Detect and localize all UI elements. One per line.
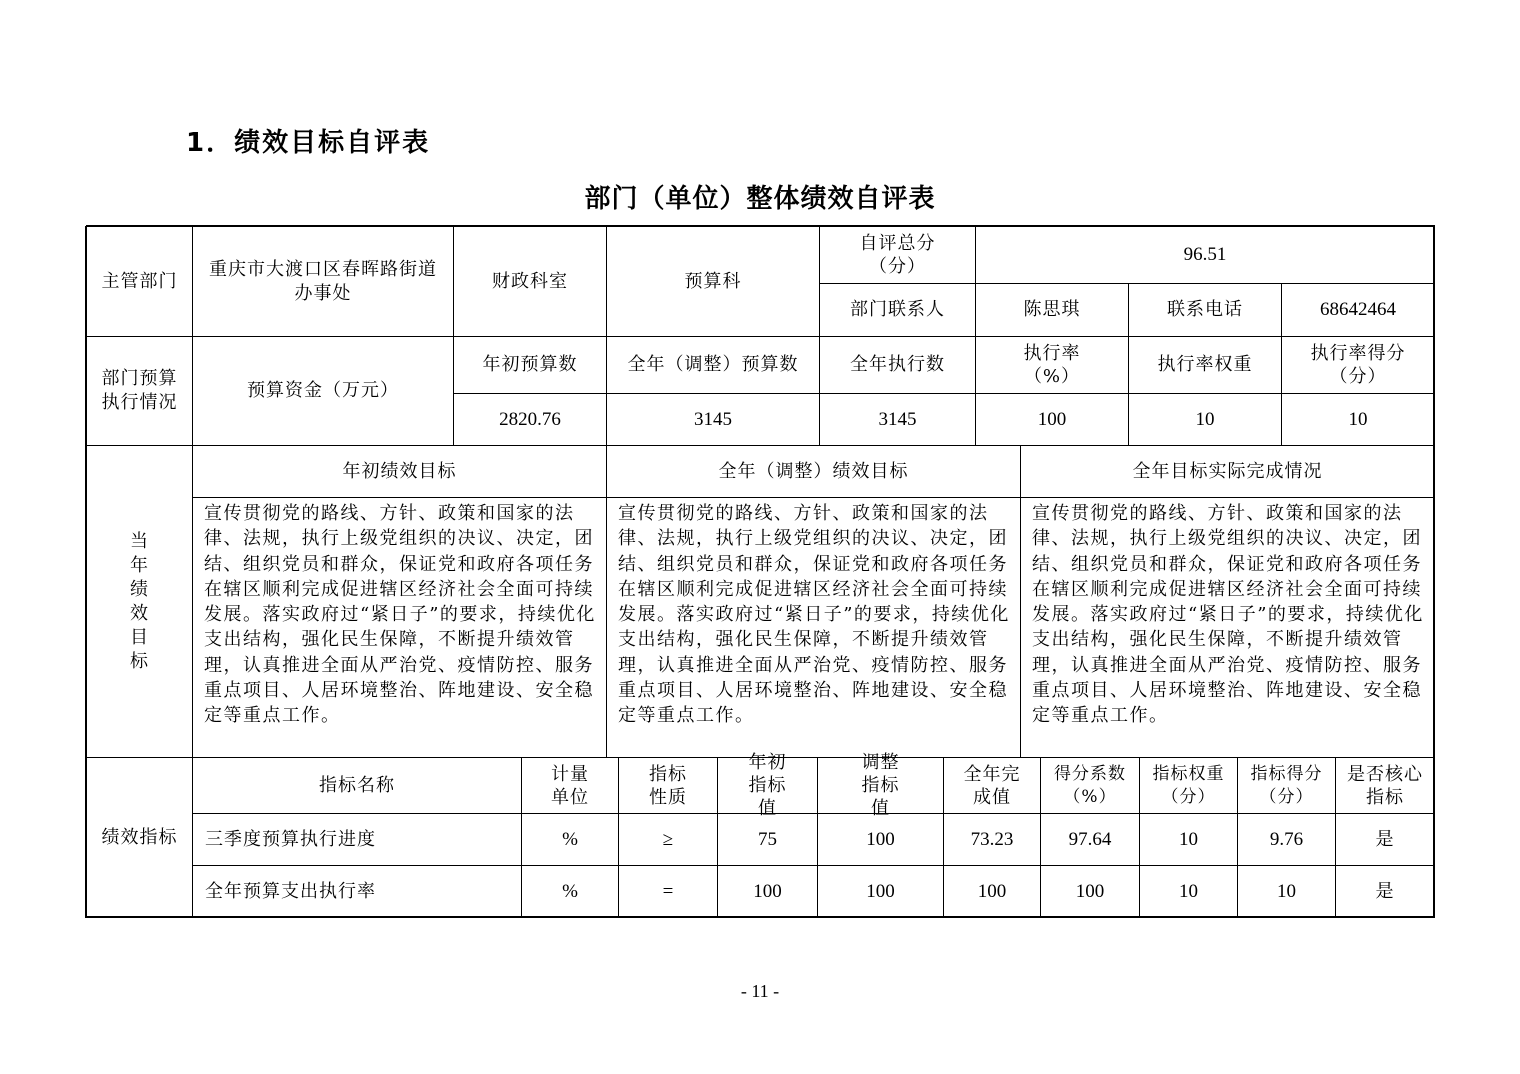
indicator-cell: 100: [817, 865, 943, 917]
office-budget: 预算科: [606, 226, 819, 336]
indicator-header: 调整指标值: [817, 757, 943, 813]
indicator-cell: 10: [1237, 865, 1335, 917]
indicator-cell: 73.23: [943, 813, 1040, 865]
budget-value: 100: [975, 393, 1128, 445]
indicator-cell: 100: [943, 865, 1040, 917]
goals-text-actual: 宣传贯彻党的路线、方针、政策和国家的法律、法规，执行上级党组织的决议、决定，团结、组织党员和群众，保证党和政府各项任务在辖区顺利完成促进辖区经济社会全面可持续发展。落实政府过“紧日子”的要求，持续优化支出结构，强化民生保障，不断提升绩效管理，认真推进全面从严治党、疫情防控、服务重点项目、人居环境整治、阵地建设、安全稳定等重点工作。: [1020, 497, 1434, 757]
budget-header: 执行率（%）: [975, 336, 1128, 393]
contact-label: 部门联系人: [819, 283, 975, 336]
indicator-header: 指标得分（分）: [1237, 757, 1335, 813]
self-score-value: 96.51: [975, 226, 1434, 283]
phone-value: 68642464: [1281, 283, 1434, 336]
indicator-header: 指标权重（分）: [1139, 757, 1237, 813]
indicator-cell: 100: [717, 865, 817, 917]
budget-header: 全年（调整）预算数: [606, 336, 819, 393]
indicator-header: 是否核心指标: [1335, 757, 1434, 813]
table-border-bottom: [86, 916, 1435, 918]
indicator-cell: %: [521, 865, 618, 917]
indicator-cell: 9.76: [1237, 813, 1335, 865]
indicator-header: 全年完成值: [943, 757, 1040, 813]
budget-header: 全年执行数: [819, 336, 975, 393]
budget-header: 执行率权重: [1128, 336, 1281, 393]
indicator-cell: =: [618, 865, 717, 917]
goals-header: 全年（调整）绩效目标: [606, 445, 1020, 497]
indicator-header: 得分系数（%）: [1040, 757, 1139, 813]
indicator-cell: %: [521, 813, 618, 865]
indicator-cell: 97.64: [1040, 813, 1139, 865]
indicator-cell: 10: [1139, 865, 1237, 917]
budget-value: 2820.76: [453, 393, 606, 445]
indicator-cell: 是: [1335, 813, 1434, 865]
indicator-cell: ≥: [618, 813, 717, 865]
indicator-cell: 100: [817, 813, 943, 865]
indicator-header: 计量单位: [521, 757, 618, 813]
indicator-cell: 75: [717, 813, 817, 865]
indicator-name: 三季度预算执行进度: [192, 813, 521, 865]
self-score-label: 自评总分（分）: [819, 226, 975, 283]
indicator-header: 指标名称: [192, 757, 521, 813]
section-heading: 1．绩效目标自评表: [186, 128, 431, 158]
goals-text-adjusted: 宣传贯彻党的路线、方针、政策和国家的法律、法规，执行上级党组织的决议、决定，团结、组织党员和群众，保证党和政府各项任务在辖区顺利完成促进辖区经济社会全面可持续发展。落实政府过“紧日子”的要求，持续优化支出结构，强化民生保障，不断提升绩效管理，认真推进全面从严治党、疫情防控、服务重点项目、人居环境整治、阵地建设、安全稳定等重点工作。: [606, 497, 1020, 757]
budget-value: 10: [1281, 393, 1434, 445]
office-finance: 财政科室: [453, 226, 606, 336]
indicator-cell: 是: [1335, 865, 1434, 917]
indicator-cell: 10: [1139, 813, 1237, 865]
budget-header: 年初预算数: [453, 336, 606, 393]
budget-value: 10: [1128, 393, 1281, 445]
table-title: 部门（单位）整体绩效自评表: [584, 184, 936, 214]
indicator-header: 年初指标值: [717, 757, 817, 813]
dept-label: 主管部门: [86, 226, 192, 336]
page-number: - 11 -: [740, 981, 780, 1001]
indicator-cell: 100: [1040, 865, 1139, 917]
budget-value: 3145: [606, 393, 819, 445]
indicator-header: 指标性质: [618, 757, 717, 813]
contact-name: 陈思琪: [975, 283, 1128, 336]
budget-row-label: 部门预算执行情况: [86, 336, 192, 445]
goals-header: 年初绩效目标: [192, 445, 606, 497]
table-border-right: [1433, 226, 1435, 918]
budget-header: 执行率得分（分）: [1281, 336, 1434, 393]
phone-label: 联系电话: [1128, 283, 1281, 336]
indicators-row-label: 绩效指标: [86, 757, 192, 917]
indicator-name: 全年预算支出执行率: [192, 865, 521, 917]
budget-fund-label: 预算资金（万元）: [192, 336, 453, 445]
goals-header: 全年目标实际完成情况: [1020, 445, 1434, 497]
budget-value: 3145: [819, 393, 975, 445]
goals-text-initial: 宣传贯彻党的路线、方针、政策和国家的法律、法规，执行上级党组织的决议、决定，团结、组织党员和群众，保证党和政府各项任务在辖区顺利完成促进辖区经济社会全面可持续发展。落实政府过“紧日子”的要求，持续优化支出结构，强化民生保障，不断提升绩效管理，认真推进全面从严治党、疫情防控、服务重点项目、人居环境整治、阵地建设、安全稳定等重点工作。: [192, 497, 606, 757]
goals-row-label: 当年绩效目标: [86, 445, 192, 757]
dept-name: 重庆市大渡口区春晖路街道办事处: [192, 226, 453, 336]
